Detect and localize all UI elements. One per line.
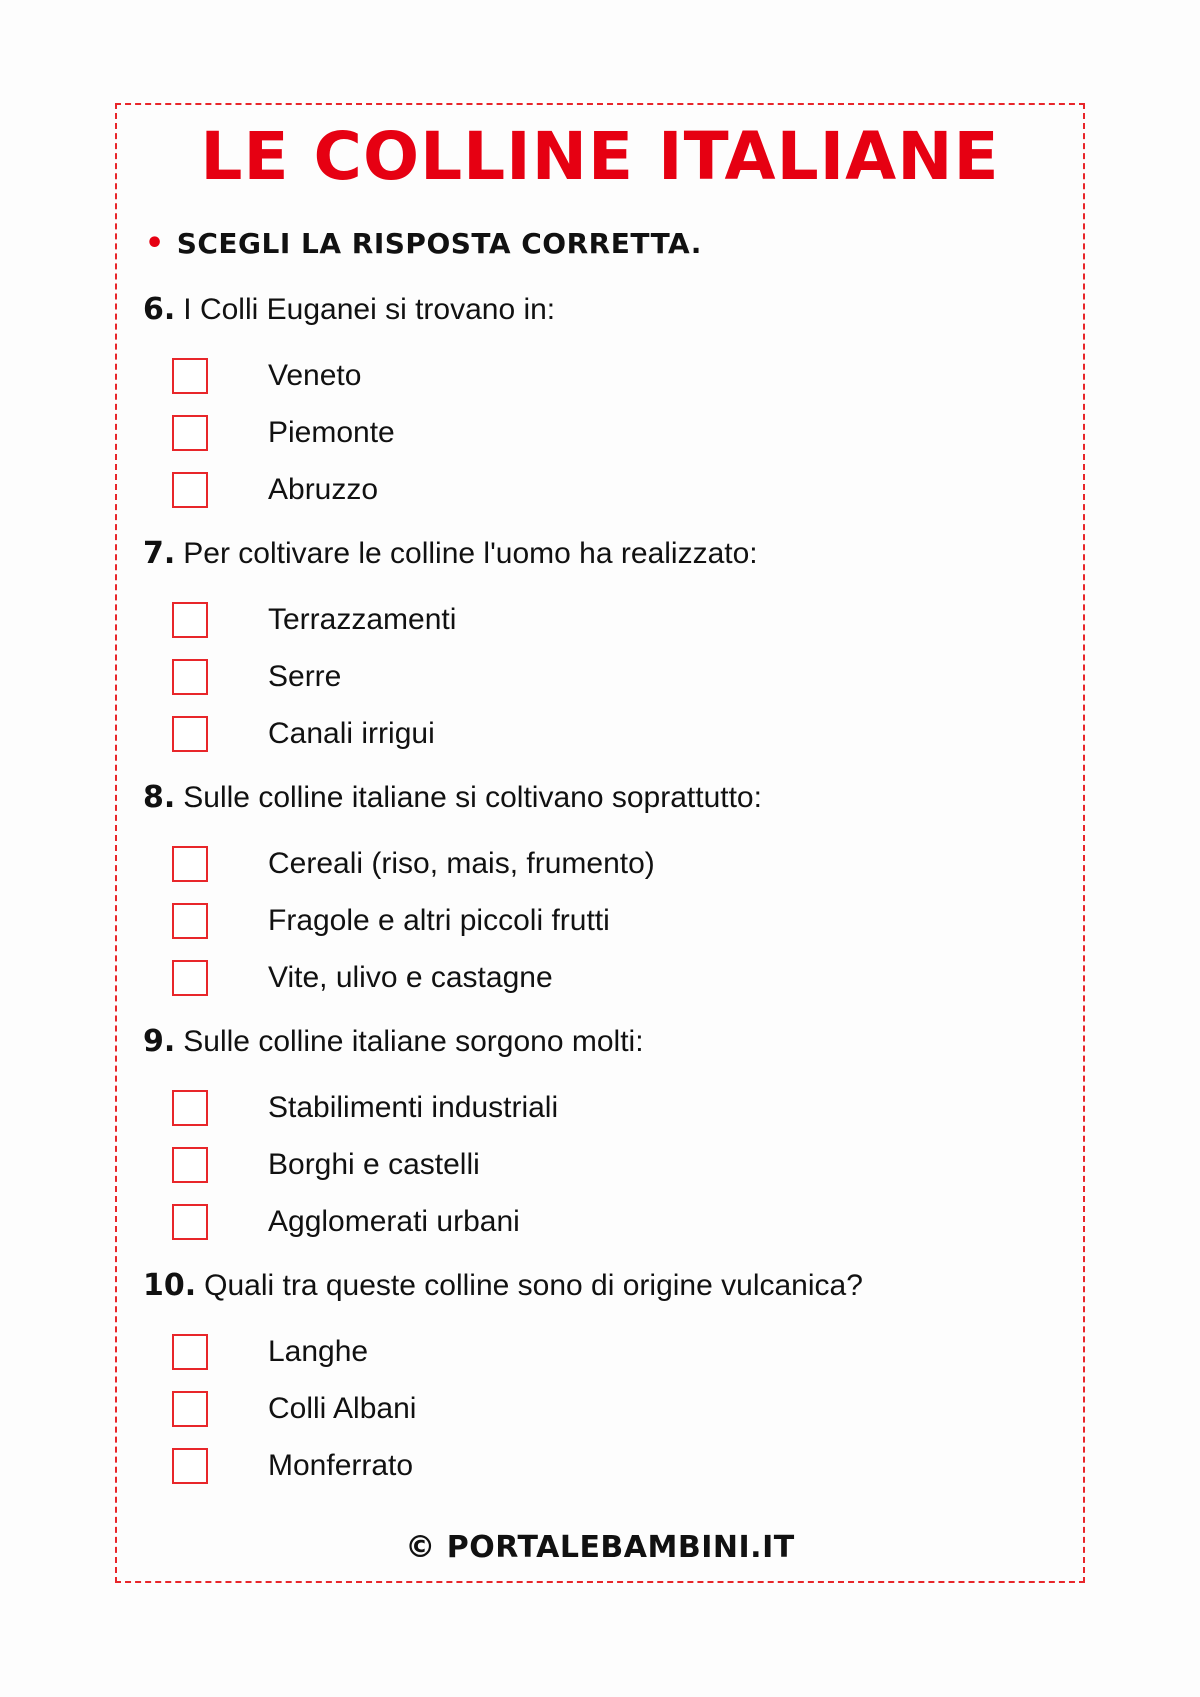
checkbox[interactable] bbox=[172, 358, 208, 394]
checkbox[interactable] bbox=[172, 1204, 208, 1240]
bullet-icon: • bbox=[145, 226, 165, 261]
question-text: I Colli Euganei si trovano in: bbox=[183, 293, 556, 326]
checkbox[interactable] bbox=[172, 716, 208, 752]
option[interactable] bbox=[172, 1389, 416, 1429]
option-label: Agglomerati urbani bbox=[268, 1205, 520, 1238]
question-text: Per coltivare le colline l'uomo ha realizzato: bbox=[183, 537, 758, 570]
question-text: Sulle colline italiane si coltivano soprattutto: bbox=[183, 781, 762, 814]
checkbox[interactable] bbox=[172, 903, 208, 939]
option-label: Canali irrigui bbox=[268, 717, 435, 750]
question-number: 7. bbox=[143, 536, 176, 571]
checkbox[interactable] bbox=[172, 1090, 208, 1126]
checkbox[interactable] bbox=[172, 659, 208, 695]
question-7 bbox=[143, 536, 758, 571]
question-10 bbox=[143, 1268, 863, 1303]
checkbox[interactable] bbox=[172, 1334, 208, 1370]
option[interactable] bbox=[172, 714, 435, 754]
checkbox[interactable] bbox=[172, 846, 208, 882]
checkbox[interactable] bbox=[172, 1147, 208, 1183]
option[interactable] bbox=[172, 470, 378, 510]
question-text: Quali tra queste colline sono di origine vulcanica? bbox=[204, 1269, 863, 1302]
question-9 bbox=[143, 1024, 644, 1059]
option[interactable] bbox=[172, 1088, 558, 1128]
option-label: Cereali (riso, mais, frumento) bbox=[268, 847, 655, 880]
option-label: Veneto bbox=[268, 359, 362, 392]
option[interactable] bbox=[172, 958, 553, 998]
instruction-text: SCEGLI LA RISPOSTA CORRETTA. bbox=[176, 227, 702, 260]
option-label: Stabilimenti industriali bbox=[268, 1091, 559, 1124]
checkbox[interactable] bbox=[172, 1391, 208, 1427]
question-number: 9. bbox=[143, 1024, 176, 1059]
question-number: 10. bbox=[143, 1268, 197, 1303]
page-title: LE COLLINE ITALIANE bbox=[200, 118, 1000, 195]
option[interactable] bbox=[172, 413, 395, 453]
option-label: Serre bbox=[268, 660, 342, 693]
question-number: 6. bbox=[143, 292, 176, 327]
question-number: 8. bbox=[143, 780, 176, 815]
option-label: Piemonte bbox=[268, 416, 395, 449]
question-6 bbox=[143, 292, 555, 327]
option[interactable] bbox=[172, 844, 655, 884]
option[interactable] bbox=[172, 356, 361, 396]
option-label: Langhe bbox=[268, 1335, 369, 1368]
option-label: Fragole e altri piccoli frutti bbox=[268, 904, 610, 937]
option-label: Monferrato bbox=[268, 1449, 414, 1482]
checkbox[interactable] bbox=[172, 415, 208, 451]
option[interactable] bbox=[172, 657, 341, 697]
question-8 bbox=[143, 780, 762, 815]
instruction bbox=[145, 226, 702, 261]
option-label: Colli Albani bbox=[268, 1392, 417, 1425]
checkbox[interactable] bbox=[172, 960, 208, 996]
option[interactable] bbox=[172, 600, 456, 640]
option-label: Abruzzo bbox=[268, 473, 379, 506]
footer-copyright: © PORTALEBAMBINI.IT bbox=[405, 1530, 795, 1565]
option[interactable] bbox=[172, 1332, 368, 1372]
option[interactable] bbox=[172, 1202, 520, 1242]
option-label: Terrazzamenti bbox=[268, 603, 457, 636]
option[interactable] bbox=[172, 1446, 413, 1486]
question-text: Sulle colline italiane sorgono molti: bbox=[183, 1025, 644, 1058]
option[interactable] bbox=[172, 901, 610, 941]
option-label: Borghi e castelli bbox=[268, 1148, 480, 1181]
option-label: Vite, ulivo e castagne bbox=[268, 961, 553, 994]
checkbox[interactable] bbox=[172, 472, 208, 508]
checkbox[interactable] bbox=[172, 1448, 208, 1484]
option[interactable] bbox=[172, 1145, 480, 1185]
checkbox[interactable] bbox=[172, 602, 208, 638]
